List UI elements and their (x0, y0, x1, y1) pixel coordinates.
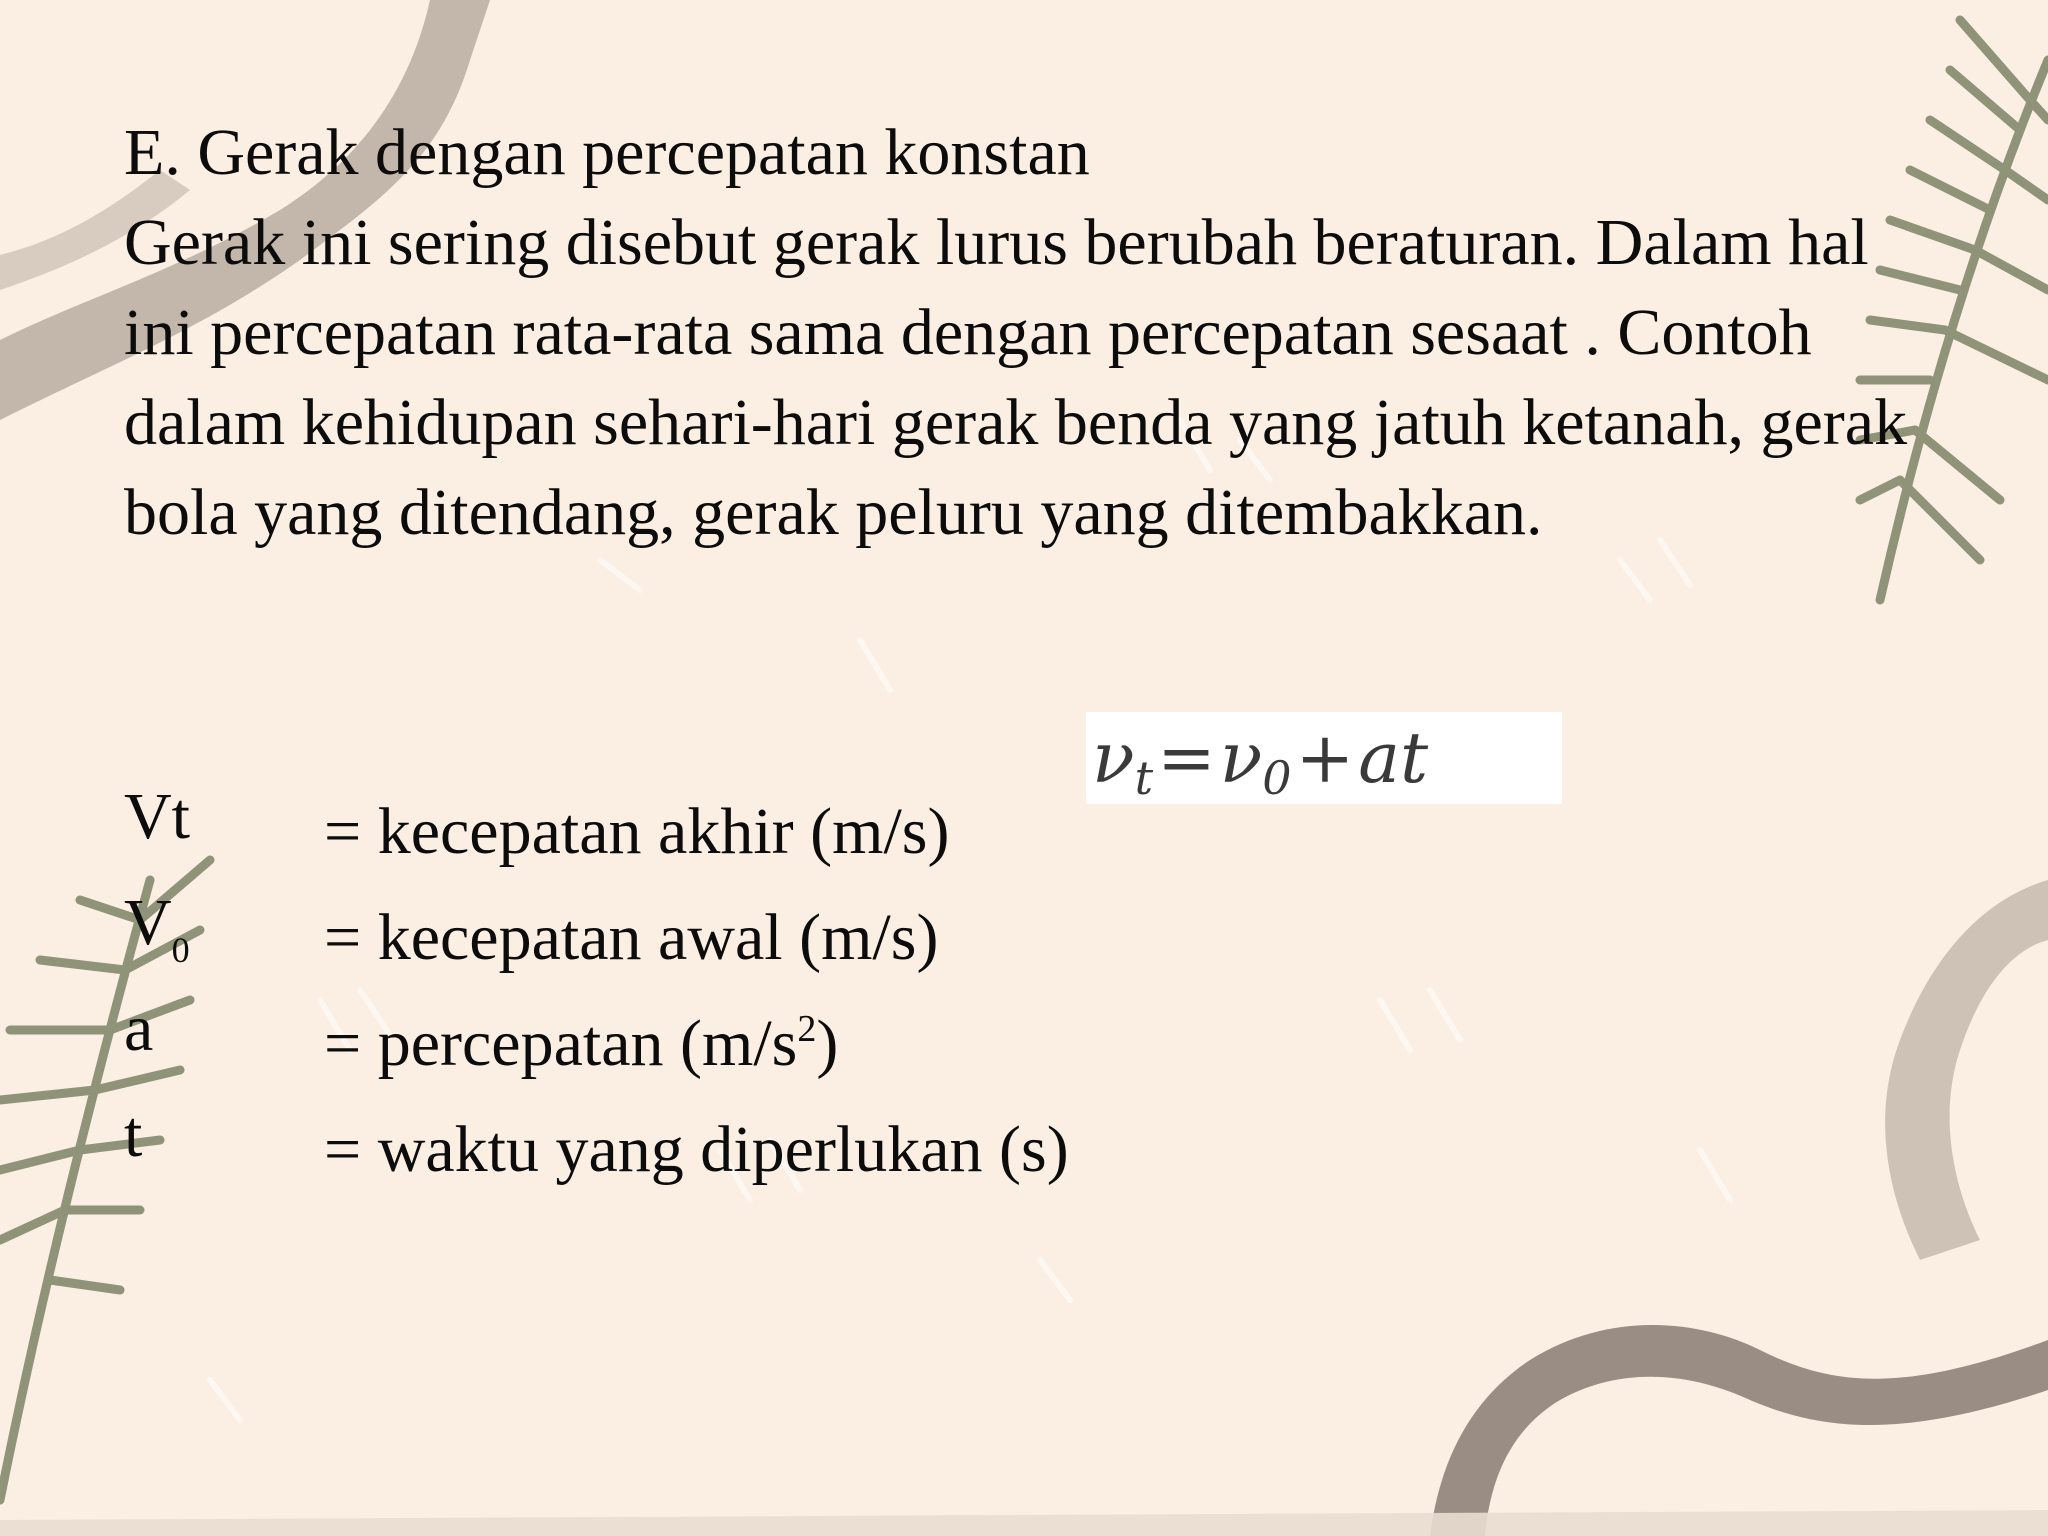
formula-rhs-symbol: ν (1219, 717, 1263, 799)
formula-rhs-sub: 0 (1262, 751, 1292, 805)
definition-description: = percepatan $(m/s^2)$ (324, 1007, 839, 1080)
formula-plus: + (1295, 717, 1355, 799)
definition-symbol: t (124, 1098, 143, 1171)
definition-description: = kecepatan awal (m/s) (324, 901, 939, 974)
brush-stroke-right (1885, 880, 2048, 1260)
formula-lhs-sub: t (1134, 751, 1154, 805)
content (124, 108, 1944, 558)
formula-equals: = (1157, 717, 1216, 799)
slide-title: E. Gerak dengan percepatan konstan (124, 116, 1090, 189)
definition-symbol: Vt (124, 780, 190, 853)
brush-stroke-bottom-right (1430, 1325, 2048, 1536)
definition-description: = waktu yang diperlukan (s) (324, 1113, 1069, 1186)
brush-stroke-bottom (0, 1510, 2048, 1536)
formula-lhs-symbol: ν (1092, 717, 1135, 799)
definition-symbol: $V_0$ (124, 886, 190, 970)
formula-image (1086, 712, 1562, 804)
definition-symbol: a (124, 992, 154, 1065)
formula-term: at (1358, 717, 1429, 799)
body-paragraph: Gerak ini sering disebut gerak lurus berubah beraturan. Dalam hal ini percepatan rata-rata sama dengan percepatan sesaat . Contoh dalam kehidupan sehari-hari gerak benda yang jatuh ketanah, gerak bola yang ditendang, gerak peluru yang ditembakkan. (124, 206, 1908, 549)
definition-description: = kecepatan akhir (m/s) (324, 795, 950, 868)
